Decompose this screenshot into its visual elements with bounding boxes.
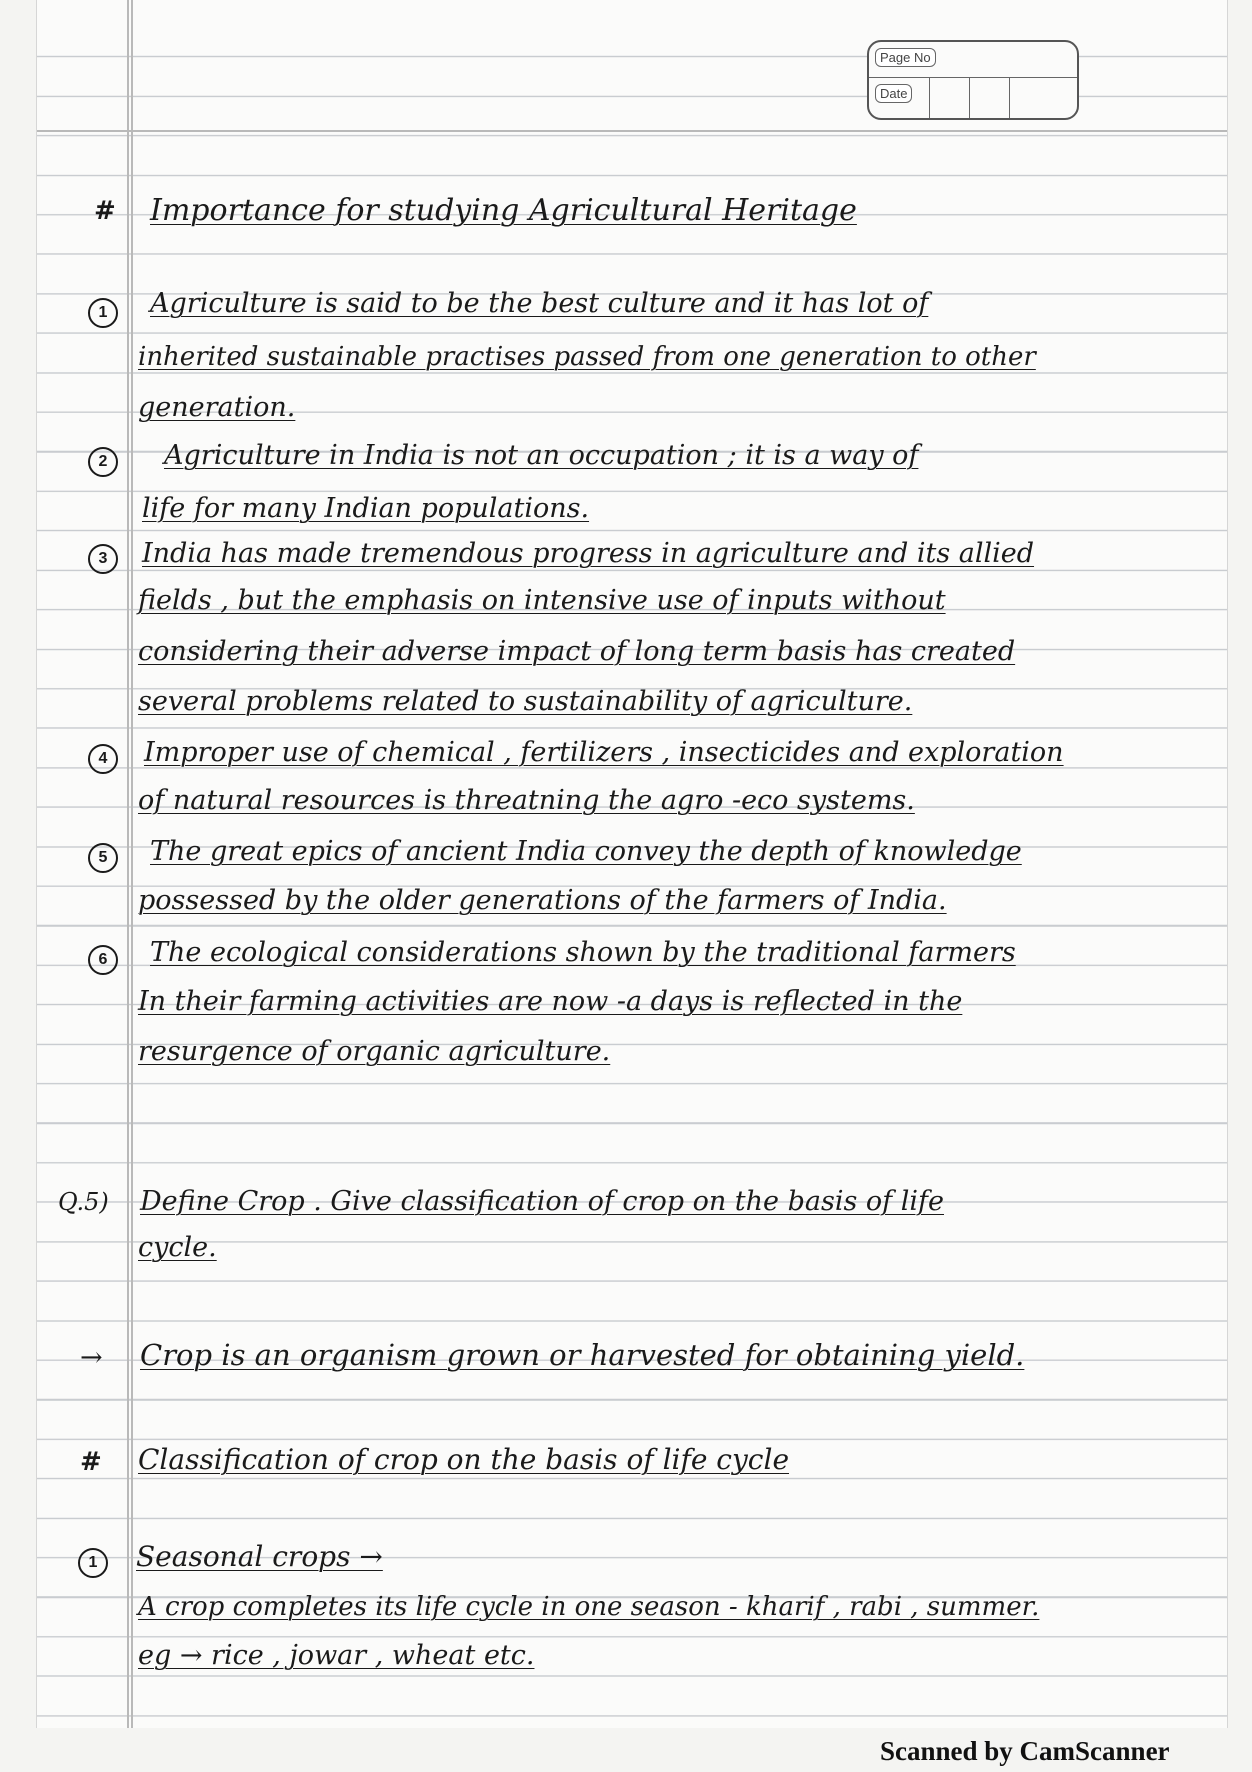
point-1-line-2: inherited sustainable practises passed from one generation to other (138, 342, 1036, 372)
point-3-line-1: India has made tremendous progress in agriculture and its allied (142, 538, 1035, 569)
header-box-divider (869, 77, 1077, 78)
classification-hash-marker: # (80, 1447, 102, 1477)
point-4-line-1: Improper use of chemical , fertilizers , insecticides and exploration (144, 737, 1064, 768)
date-cell-1 (929, 77, 930, 118)
point-2-line-2: life for many Indian populations. (142, 493, 590, 524)
point-1-line-1: Agriculture is said to be the best culture and it has lot of (150, 288, 929, 319)
date-cell-2 (969, 77, 970, 118)
point-5-line-1: The great epics of ancient India convey the depth of knowledge (150, 836, 1022, 867)
seasonal-title: Seasonal crops → (136, 1540, 383, 1573)
point-6-line-3: resurgence of organic agriculture. (138, 1036, 611, 1067)
answer-text: Crop is an organism grown or harvested for obtaining yield. (140, 1338, 1025, 1372)
point-number-4: 4 (88, 744, 118, 774)
question-line-1: Define Crop . Give classification of crop on the basis of life (140, 1186, 944, 1217)
question-line-2: cycle. (138, 1232, 217, 1263)
point-5-line-2: possessed by the older generations of the farmers of India. (138, 885, 947, 916)
point-3-line-2: fields , but the emphasis on intensive use of inputs without (138, 585, 946, 616)
margin-line-right (131, 0, 133, 1728)
question-marker: Q.5) (58, 1188, 109, 1216)
point-6-line-2: In their farming activities are now -a days is reflected in the (138, 986, 963, 1017)
point-3-line-3: considering their adverse impact of long term basis has created (138, 636, 1016, 667)
point-number-5: 5 (88, 843, 118, 873)
point-2-line-1: Agriculture in India is not an occupation ; it is a way of (164, 440, 919, 471)
point-3-line-4: several problems related to sustainability of agriculture. (138, 686, 913, 717)
page-no-label: Page No (875, 48, 936, 67)
date-cell-3 (1009, 77, 1010, 118)
margin-line-left (127, 0, 129, 1728)
point-1-line-3: generation. (138, 392, 296, 423)
page-date-box (867, 40, 1079, 120)
classification-heading-text: Classification of crop on the basis of life cycle (138, 1443, 790, 1476)
top-rule (37, 130, 1227, 132)
point-number-1: 1 (88, 298, 118, 328)
heading-title: Importance for studying Agricultural Heritage (150, 193, 857, 228)
point-number-3: 3 (88, 544, 118, 574)
point-4-line-2: of natural resources is threatning the agro -eco systems. (138, 785, 915, 816)
answer-arrow-marker: → (80, 1342, 103, 1373)
camscanner-watermark: Scanned by CamScanner (880, 1736, 1170, 1766)
seasonal-line-2: eg → rice , jowar , wheat etc. (138, 1640, 535, 1671)
point-6-line-1: The ecological considerations shown by the traditional farmers (150, 937, 1016, 968)
date-label: Date (875, 84, 912, 103)
point-number-2: 2 (88, 447, 118, 477)
seasonal-line-1: A crop completes its life cycle in one season - kharif , rabi , summer. (138, 1592, 1040, 1622)
point-number-6: 6 (88, 945, 118, 975)
heading-hash-marker: # (94, 196, 116, 226)
seasonal-number: 1 (78, 1548, 108, 1578)
